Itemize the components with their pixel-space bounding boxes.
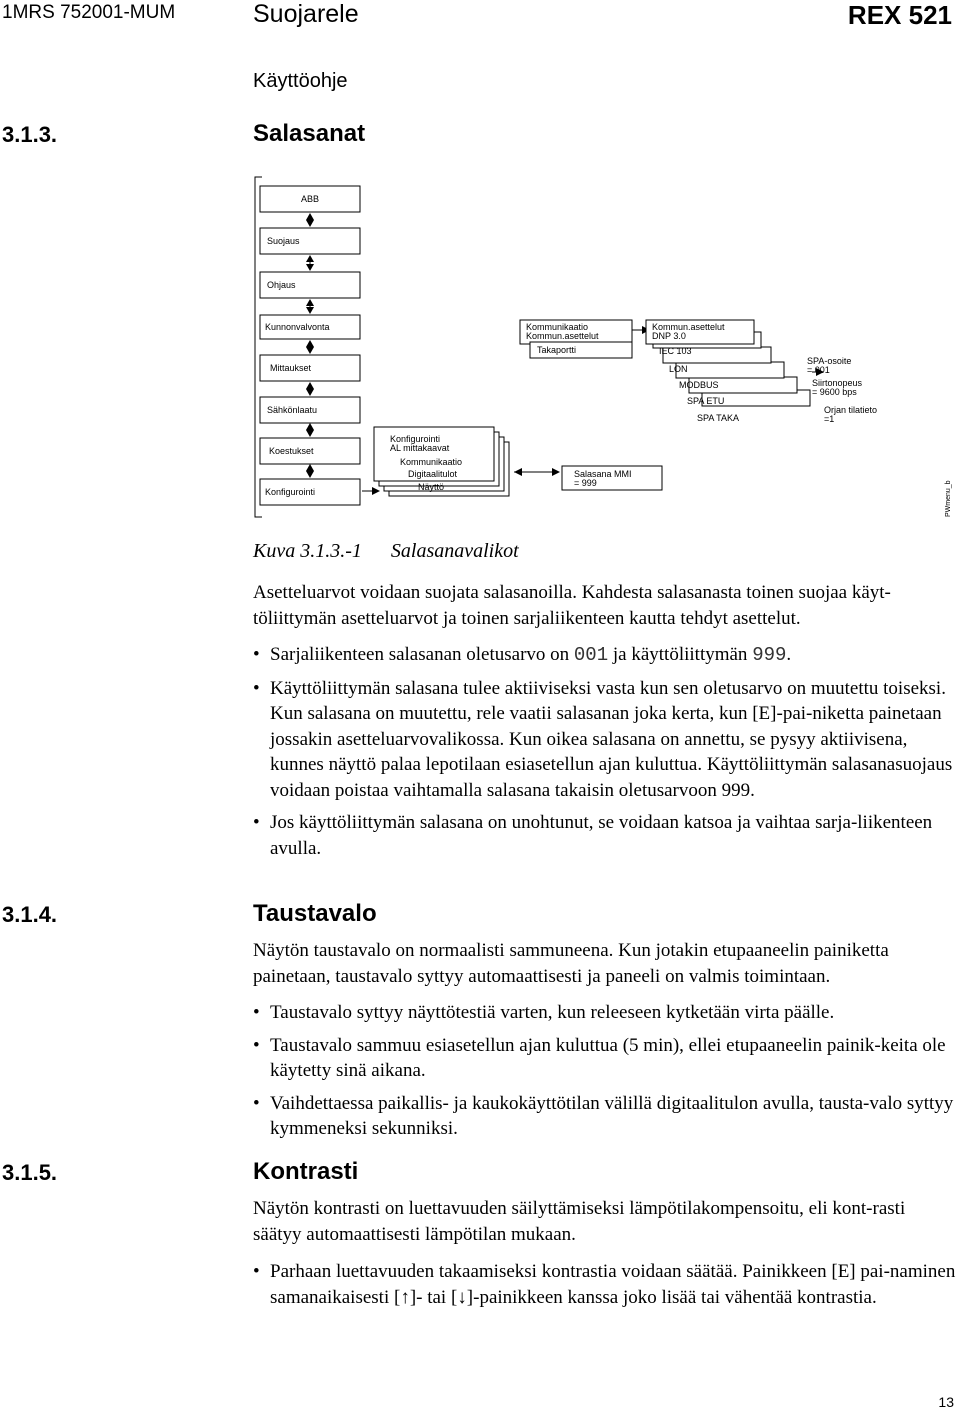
komm-line1: Kommunikaatio xyxy=(526,322,589,332)
caption-text: Salasanavalikot xyxy=(390,540,519,562)
menu-mittaukset: Mittaukset xyxy=(270,363,312,373)
figure-file-id: PWmenu_b xyxy=(945,480,952,517)
paragraph-313: Asetteluarvot voidaan suojata salasanoilla. Kahdesta salasanasta toinen suojaa käyt-töliittymän asetteluarvot ja toinen sarjaliikenteen kautta tehdyt asettelut. xyxy=(253,582,891,629)
proto-lon: LON xyxy=(669,364,688,374)
list-item: • Taustavalo sammuu esiasetellun ajan kuluttua (5 min), ellei etupaaneelin painik-keita ole käytetty sinä aikana. xyxy=(253,1033,958,1084)
spa-orjan1: Orjan tilatieto xyxy=(824,405,878,415)
section-number-313: 3.1.3. xyxy=(2,122,58,147)
proto-line1: Kommun.asettelut xyxy=(652,322,725,332)
proto-spa-etu: SPA ETU xyxy=(687,396,725,406)
doc-code: 1MRS 752001-MUM xyxy=(2,2,176,23)
caption-number: Kuva 3.1.3.-1 xyxy=(253,540,362,562)
menu-abb: ABB xyxy=(300,194,320,204)
list-item: • Taustavalo syttyy näyttötestiä varten, kun releeseen kytketään virta päälle. xyxy=(253,1000,958,1026)
konf-naytto: Näyttö xyxy=(418,482,445,492)
b1-text-end: . xyxy=(786,644,792,665)
menu-suojaus: Suojaus xyxy=(267,236,300,246)
bullet-list-313 xyxy=(253,642,958,868)
menu-kunnonvalvonta: Kunnonvalvonta xyxy=(265,322,330,332)
paragraph-315: Näytön kontrasti on luettavuuden säilyttämiseksi lämpötilakompensoitu, eli kont-rasti säätyy automaattisesti lämpötilan mukaan. xyxy=(253,1198,906,1245)
section-title-315: Kontrasti xyxy=(253,1158,359,1185)
paragraph-314: Näytön taustavalo on normaalisti sammuneena. Kun jotakin etupaaneelin painiketta painetaan, taustavalo syttyy automaattisesti ja paneeli on valmis toimintaan. xyxy=(253,940,889,987)
product-model: REX 521 xyxy=(847,0,952,30)
menu-koestukset: Koestukset xyxy=(269,446,314,456)
komm-line2: Kommun.asettelut xyxy=(526,331,599,341)
spa-siirto2: = 9600 bps xyxy=(812,387,857,397)
doc-subtitle: Käyttöohje xyxy=(253,70,348,92)
proto-modbus: MODBUS xyxy=(679,380,719,390)
salasana-mmi-line2: = 999 xyxy=(574,478,597,488)
menu-sahkonlaatu: Sähkönlaatu xyxy=(267,405,318,415)
takaportti: Takaportti xyxy=(537,345,577,355)
password-menu-diagram xyxy=(250,172,955,522)
proto-line2: DNP 3.0 xyxy=(652,331,686,341)
proto-iec: IEC 103 xyxy=(659,346,692,356)
list-item: • Jos käyttöliittymän salasana on unohtunut, se voidaan katsoa ja vaihtaa sarja-liikenteen avulla. xyxy=(253,810,958,861)
spa-siirto1: Siirtonopeus xyxy=(812,378,863,388)
list-item: • Vaihdettaessa paikallis- ja kaukokäyttötilan välillä digitaalitulon avulla, tausta-valo syttyy kymmeneksi sekunniksi. xyxy=(253,1091,958,1142)
konf-digitaalitulot: Digitaalitulot xyxy=(408,469,458,479)
list-item: • Käyttöliittymän salasana tulee aktiiviseksi vasta kun sen oletusarvo on muutettu toiseksi. Kun salasana on muutettu, rele vaatii salasanan joka kerta, kun [E]-pai-niketta painetaan jossakin asetteluarvovalikossa. Kun oikea salasana on annettu, se pysyy aktiivisena, kunnes näyttö palaa lepotilaan esiasetellun ajan kuluttua. Käyttöliittymän salasanasuojaus voidaan poistaa vaihtamalla salasana takaisin oletusarvoon 999. xyxy=(253,676,958,804)
page-number: 13 xyxy=(938,1394,954,1410)
section-number-314: 3.1.4. xyxy=(2,902,58,927)
list-item: • Parhaan luettavuuden takaamiseksi kontrastia voidaan säätää. Painikkeen [E] pai-naminen samanaikaisesti [↑]- tai [↓]-painikkeen kanssa joko lisää tai vähentää kontrastia. xyxy=(253,1259,958,1310)
konf-line2: AL mittakaavat xyxy=(390,443,450,453)
spa-osoite1: SPA-osoite xyxy=(807,356,852,366)
bullet-list-315 xyxy=(253,1259,958,1317)
default-ui-password: 999 xyxy=(752,644,787,666)
section-title-313: Salasanat xyxy=(253,120,366,147)
salasana-mmi-line1: Salasana MMI xyxy=(574,469,632,479)
konf-kommunikaatio: Kommunikaatio xyxy=(400,457,463,467)
list-item xyxy=(253,642,958,669)
bullet-list-314 xyxy=(253,1000,958,1149)
default-serial-password: 001 xyxy=(573,644,609,666)
menu-ohjaus: Ohjaus xyxy=(267,280,296,290)
spa-orjan2: =1 xyxy=(824,414,835,424)
konf-line1: Konfigurointi xyxy=(390,434,441,444)
proto-spa-taka: SPA TAKA xyxy=(697,413,740,423)
spa-osoite2: = 001 xyxy=(807,365,830,375)
doc-title: Suojarele xyxy=(253,0,359,28)
menu-konfigurointi: Konfigurointi xyxy=(265,487,316,497)
b1-text: Sarjaliikenteen salasanan oletusarvo on xyxy=(270,644,574,665)
b1-text-mid: ja käyttöliittymän xyxy=(608,644,753,665)
figure-caption xyxy=(253,540,519,563)
section-number-315: 3.1.5. xyxy=(2,1160,58,1185)
section-title-314: Taustavalo xyxy=(253,900,377,927)
